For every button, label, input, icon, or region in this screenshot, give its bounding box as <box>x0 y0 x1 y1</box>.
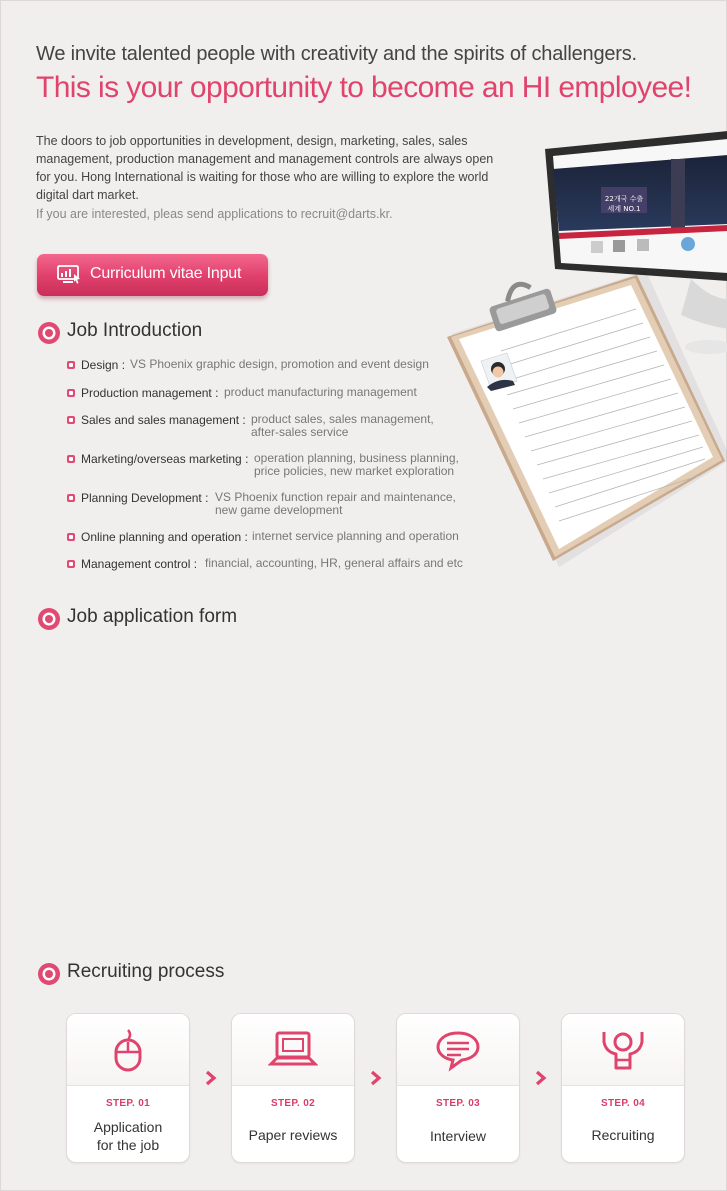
job-desc: operation planning, business planning, <box>254 451 459 465</box>
step-card-application <box>66 1013 190 1163</box>
target-bullet-icon <box>37 607 61 636</box>
chevron-right-icon <box>369 1070 383 1091</box>
chevron-right-icon <box>204 1070 218 1091</box>
resume-illustration <box>441 129 727 569</box>
step-card-recruiting <box>561 1013 685 1163</box>
step-card-paper-reviews <box>231 1013 355 1163</box>
square-bullet-icon <box>67 416 75 424</box>
page-headline: We invite talented people with creativity and the spirits of challengers. <box>36 43 637 65</box>
section-title: Job Introduction <box>67 320 203 341</box>
section-title: Recruiting process <box>67 961 225 982</box>
job-label: Design : <box>81 358 126 372</box>
square-bullet-icon <box>67 533 75 541</box>
step-name: Paper reviews <box>248 1127 338 1143</box>
step-number: STEP. 04 <box>601 1098 645 1109</box>
chevron-right-icon <box>534 1070 548 1091</box>
job-desc: product sales, sales management, <box>251 412 434 426</box>
square-bullet-icon <box>67 389 75 397</box>
speech-bubble-icon <box>435 1028 481 1077</box>
monitor-cursor-icon <box>57 265 81 290</box>
cv-button-label: Curriculum vitae Input <box>90 265 242 282</box>
step-card-interview <box>396 1013 520 1163</box>
job-desc: VS Phoenix graphic design, promotion and event design <box>130 357 429 371</box>
job-desc-line2: after-sales service <box>251 425 349 439</box>
target-bullet-icon <box>37 321 61 350</box>
job-desc: product manufacturing management <box>224 385 417 399</box>
step-name-line2: for the job <box>96 1137 160 1153</box>
step-name: Application <box>93 1119 163 1135</box>
step-number: STEP. 03 <box>436 1098 480 1109</box>
person-cheering-icon <box>600 1028 646 1077</box>
job-desc: VS Phoenix function repair and maintenance, <box>215 490 456 504</box>
target-bullet-icon <box>37 962 61 991</box>
square-bullet-icon <box>67 361 75 369</box>
page-subheadline: This is your opportunity to become an HI employee! <box>36 71 692 104</box>
job-desc-line2: price policies, new market exploration <box>254 464 455 478</box>
square-bullet-icon <box>67 455 75 463</box>
job-label: Planning Development : <box>81 491 209 505</box>
step-name: Interview <box>429 1128 487 1144</box>
section-title: Job application form <box>67 606 238 627</box>
curriculum-vitae-input-button[interactable] <box>37 254 268 296</box>
contact-text: If you are interested, pleas send applications to recruit@darts.kr. <box>36 207 393 221</box>
svg-text:22개국 수출: 22개국 수출 <box>604 195 644 203</box>
intro-paragraph: The doors to job opportunities in development, design, marketing, sales, sales management, production management and management controls are always open for you. Hong International is waiting for those who are willing to explore the world digital dart market. <box>36 134 494 202</box>
mouse-icon <box>108 1028 148 1077</box>
step-name: Recruiting <box>591 1127 655 1143</box>
step-number: STEP. 01 <box>106 1098 150 1109</box>
step-number: STEP. 02 <box>271 1098 315 1109</box>
job-label: Online planning and operation : <box>81 530 248 544</box>
square-bullet-icon <box>67 560 75 568</box>
job-label: Management control : <box>81 557 198 571</box>
job-label: Production management : <box>81 386 219 400</box>
job-desc-line2: new game development <box>215 503 343 517</box>
square-bullet-icon <box>67 494 75 502</box>
job-label: Marketing/overseas marketing : <box>81 452 249 466</box>
svg-text:세계 NO.1: 세계 NO.1 <box>607 205 641 213</box>
laptop-icon <box>268 1028 318 1077</box>
job-label: Sales and sales management : <box>81 413 246 427</box>
job-desc: internet service planning and operation <box>252 529 459 543</box>
job-desc: financial, accounting, HR, general affairs and etc <box>205 556 463 570</box>
